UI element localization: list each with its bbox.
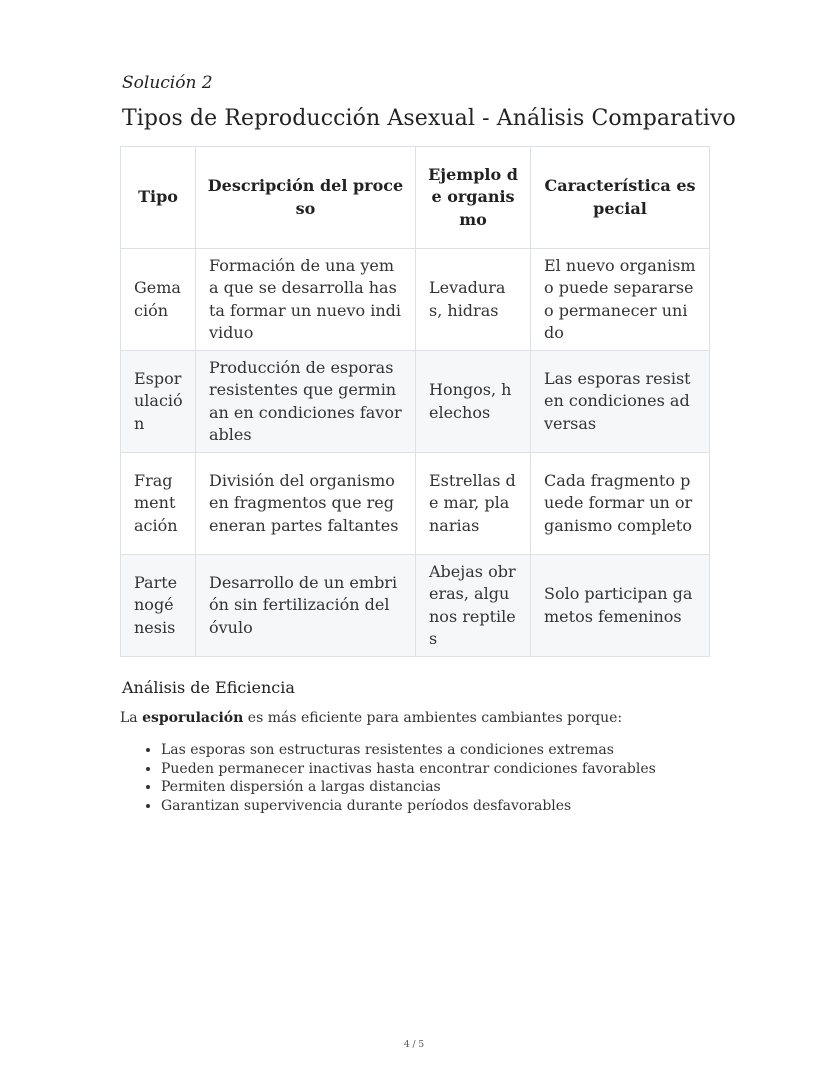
analysis-heading: Análisis de Eficiencia [122, 678, 295, 697]
cell-ejemplo: Hongos, helechos [416, 351, 531, 453]
cell-caracteristica: El nuevo organismo puede separarse o permanecer unido [531, 249, 710, 351]
cell-caracteristica: Cada fragmento puede formar un organismo completo [531, 453, 710, 555]
cell-ejemplo: Estrellas de mar, planarias [416, 453, 531, 555]
cell-caracteristica: Solo participan gametos femeninos [531, 555, 710, 657]
header-descripcion: Descripción del proceso [196, 147, 416, 249]
page-title: Tipos de Reproducción Asexual - Análisis Comparativo [122, 106, 736, 131]
solution-label: Solución 2 [122, 73, 213, 93]
table-row [121, 555, 710, 657]
list-item: • Las esporas son estructuras resistentes a condiciones extremas [161, 741, 656, 760]
cell-tipo: Gemación [121, 249, 196, 351]
list-item: • Pueden permanecer inactivas hasta encontrar condiciones favorables [161, 760, 656, 779]
header-tipo: Tipo [121, 147, 196, 249]
cell-ejemplo: Abejas obreras, algunos reptiles [416, 555, 531, 657]
cell-descripcion: Desarrollo de un embrión sin fertilización del óvulo [196, 555, 416, 657]
cell-ejemplo: Levaduras, hidras [416, 249, 531, 351]
list-item: • Garantizan supervivencia durante períodos desfavorables [161, 797, 656, 816]
page-number: 4 / 5 [403, 1040, 425, 1050]
cell-tipo: Fragmentación [121, 453, 196, 555]
table-row [121, 453, 710, 555]
table-header-row [121, 147, 710, 249]
header-caracteristica: Característica especial [531, 147, 710, 249]
cell-tipo: Partenogénesis [121, 555, 196, 657]
table-row [121, 249, 710, 351]
table-row [121, 351, 710, 453]
analysis-bullet-list [140, 741, 656, 815]
cell-descripcion: Producción de esporas resistentes que germinan en condiciones favorables [196, 351, 416, 453]
intro-prefix: La [120, 710, 143, 726]
cell-caracteristica: Las esporas resisten condiciones adversas [531, 351, 710, 453]
cell-descripcion: División del organismo en fragmentos que regeneran partes faltantes [196, 453, 416, 555]
cell-descripcion: Formación de una yema que se desarrolla hasta formar un nuevo individuo [196, 249, 416, 351]
analysis-intro [120, 710, 622, 726]
intro-suffix: es más eficiente para ambientes cambiantes porque: [243, 710, 623, 726]
reproduction-types-table [120, 146, 710, 657]
header-ejemplo: Ejemplo de organismo [416, 147, 531, 249]
list-item: • Permiten dispersión a largas distancias [161, 778, 656, 797]
cell-tipo: Esporulación [121, 351, 196, 453]
intro-bold-term: esporulación [142, 710, 244, 726]
